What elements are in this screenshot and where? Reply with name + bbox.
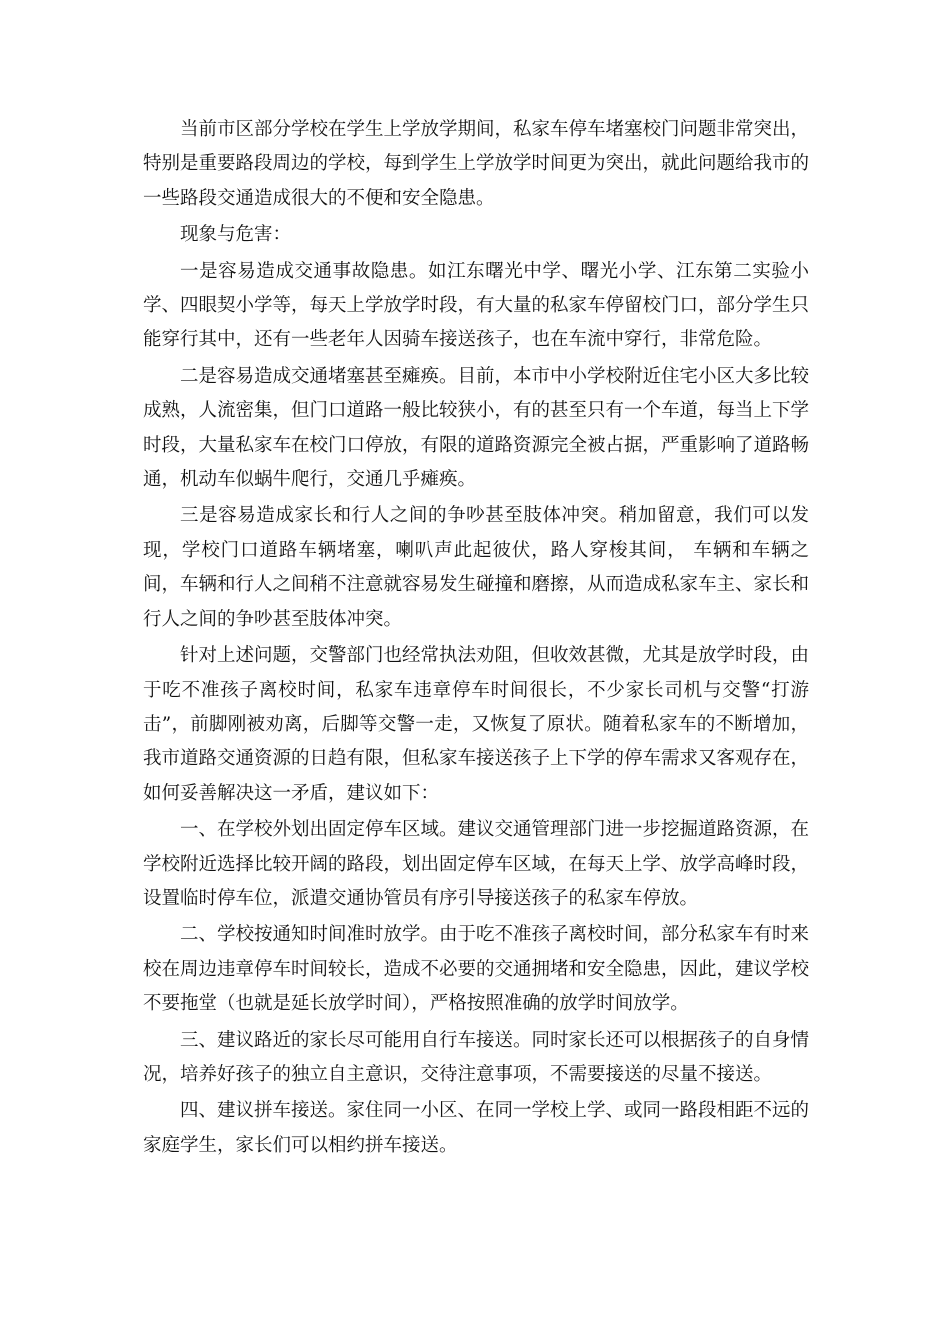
paragraph-suggestion-3: 三、建议路近的家长尽可能用自行车接送。同时家长还可以根据孩子的自身情况，培养好孩子的独立自主意识，交待注意事项，不需要接送的尽量不接送。: [143, 1029, 810, 1085]
document-body: [143, 113, 809, 1165]
paragraph-harm-2: 二是容易造成交通堵塞甚至瘫痪。目前，本市中小学校附近住宅小区大多比较成熟，人流密集，但门口道路一般比较狭小，有的甚至只有一个车道，每当上下学时段，大量私家车在校门口停放，有限的道路资源完全被占据，严重影响了道路畅通，机动车似蜗牛爬行，交通几乎瘫痪。: [143, 365, 810, 491]
paragraph-suggestion-2: 二、学校按通知时间准时放学。由于吃不准孩子离校时间，部分私家车有时来校在周边违章停车时间较长，造成不必要的交通拥堵和安全隐患，因此，建议学校不要拖堂（也就是延长放学时间），严格按照准确的放学时间放学。: [143, 924, 810, 1015]
paragraph-intro: 当前市区部分学校在学生上学放学期间，私家车停车堵塞校门问题非常突出，特别是重要路段周边的学校，每到学生上学放学时间更为突出，就此问题给我市的一些路段交通造成很大的不便和安全隐患。: [143, 119, 810, 209]
paragraph-harm-3: 三是容易造成家长和行人之间的争吵甚至肢体冲突。稍加留意，我们可以发现，学校门口道路车辆堵塞，喇叭声此起彼伏，路人穿梭其间， 车辆和车辆之间，车辆和行人之间稍不注意就容易发生碰撞和磨擦，从而造成私家车主、家长和行人之间的争吵甚至肢体冲突。: [143, 505, 810, 630]
paragraph-suggestion-4: 四、建议拼车接送。家住同一小区、在同一学校上学、或同一路段相距不远的家庭学生，家长们可以相约拼车接送。: [143, 1100, 810, 1156]
paragraph-suggestion-1: 一、在学校外划出固定停车区域。建议交通管理部门进一步挖掘道路资源，在学校附近选择比较开阔的路段，划出固定停车区域，在每天上学、放学高峰时段，设置临时停车位，派遣交通协管员有序引导接送孩子的私家车停放。: [143, 819, 810, 909]
paragraph-heading-phenomena: 现象与危害：: [180, 224, 292, 246]
paragraph-harm-1: 一是容易造成交通事故隐患。如江东曙光中学、曙光小学、江东第二实验小学、四眼契小学等，每天上学放学时段，有大量的私家车停留校门口，部分学生只能穿行其中，还有一些老年人因骑车接送孩子，也在车流中穿行，非常危险。: [143, 260, 810, 351]
paragraph-analysis: 针对上述问题，交警部门也经常执法劝阻，但收效甚微，尤其是放学时段，由于吃不准孩子离校时间，私家车违章停车时间很长，不少家长司机与交警“打游击”，前脚刚被劝离，后脚等交警一走，又恢复了原状。随着私家车的不断增加，我市道路交通资源的日趋有限，但私家车接送孩子上下学的停车需求又客观存在，如何妥善解决这一矛盾，建议如下：: [143, 645, 810, 804]
